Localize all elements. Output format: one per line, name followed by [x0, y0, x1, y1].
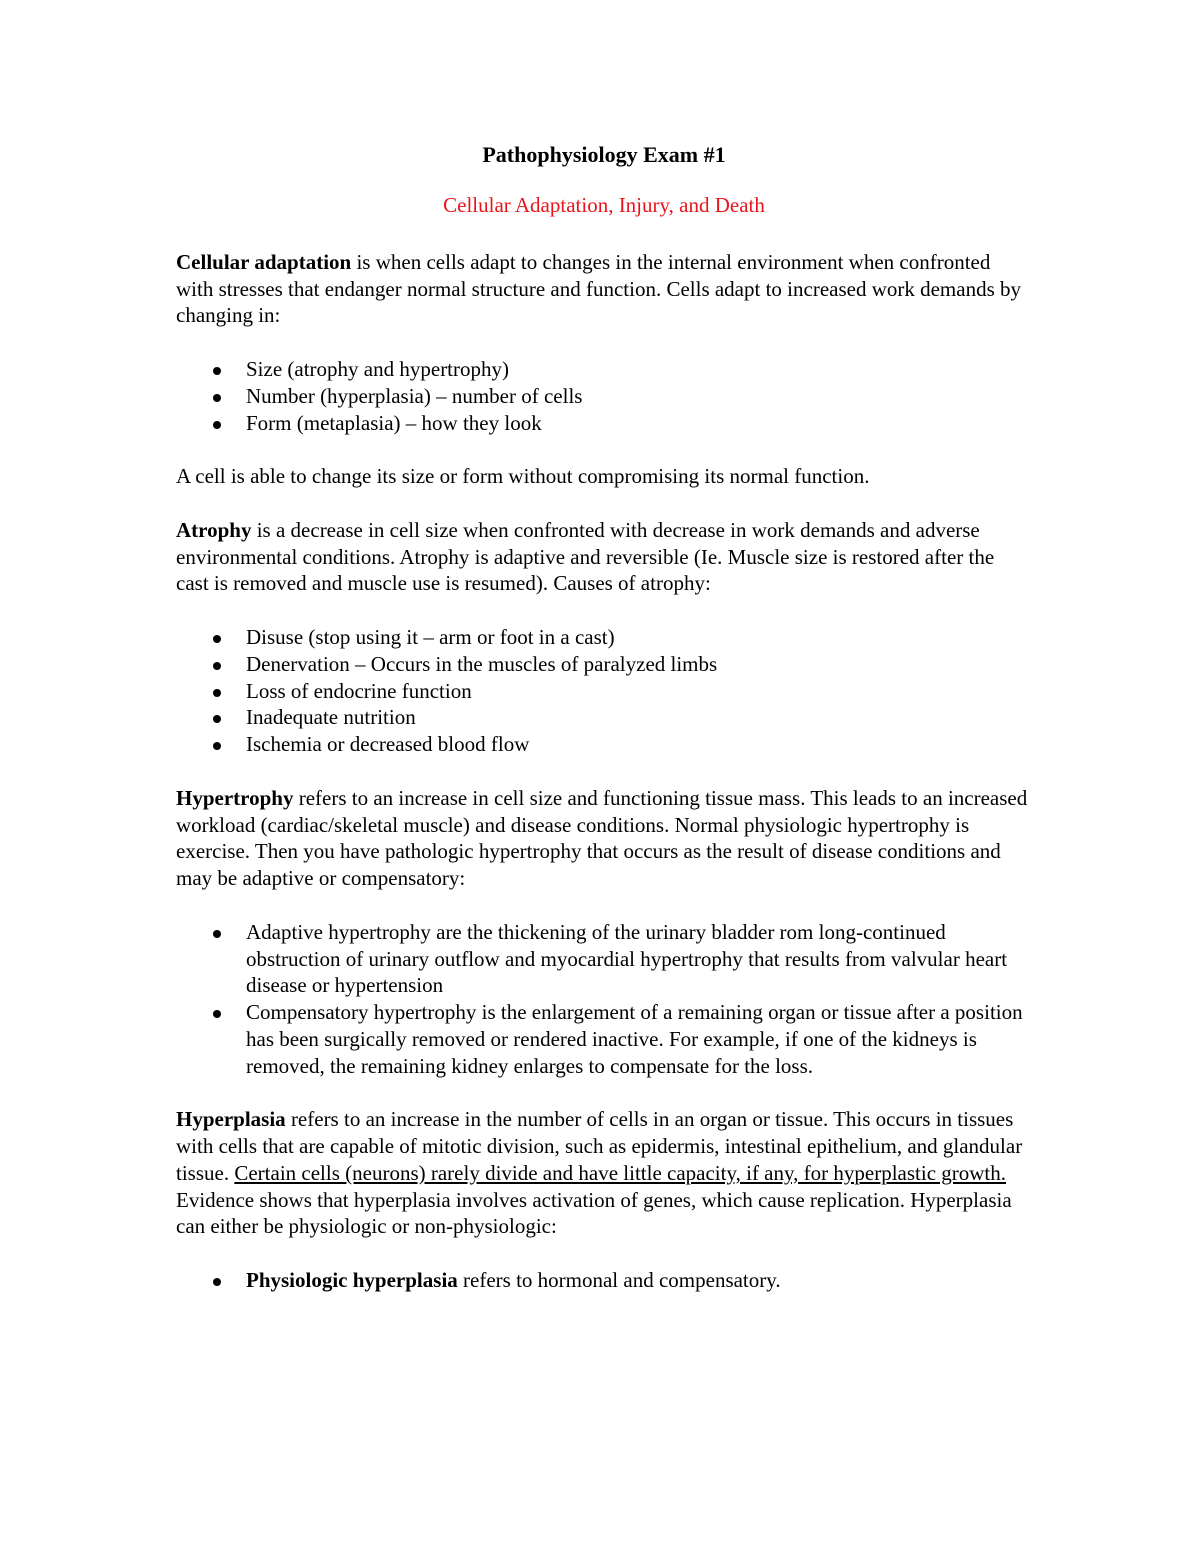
list-item-text: Adaptive hypertrophy are the thickening of the urinary bladder rom long-continued obstruction of urinary outflow and myocardial hypertrophy that results from valvular heart disease or hypertension — [246, 919, 1008, 998]
list-item-text: Number (hyperplasia) – number of cells — [246, 383, 583, 408]
list-item-text: Loss of endocrine function — [246, 678, 472, 703]
term-hyperplasia: Hyperplasia — [176, 1107, 286, 1132]
list-item — [176, 651, 1032, 678]
bullet-icon — [213, 715, 221, 723]
paragraph-text: refers to an increase in cell size and functioning tissue mass. This leads to an increased workload (cardiac/skeletal muscle) and disease conditions. Normal physiologic hypertrophy is exercise. Then you have pathologic hypertrophy that occurs as the result of disease conditions and may be adaptive or compensatory: — [176, 785, 1028, 891]
paragraph-hypertrophy — [176, 785, 1032, 892]
bullet-icon — [213, 1010, 221, 1018]
list-item — [176, 999, 1032, 1079]
list-item — [176, 410, 1032, 437]
term-hypertrophy: Hypertrophy — [176, 785, 294, 810]
paragraph-atrophy — [176, 517, 1032, 597]
paragraph-text: is when cells adapt to changes in the internal environment when confronted with stresses that endanger normal structure and function. Cells adapt to increased work demands by changing in: — [176, 249, 1022, 328]
list-item-text: Ischemia or decreased blood flow — [246, 732, 530, 757]
list-hypertrophy-types — [176, 919, 1032, 1080]
bullet-icon — [213, 689, 221, 697]
page-title: Pathophysiology Exam #1 — [482, 142, 726, 167]
list-hyperplasia-types — [176, 1267, 1032, 1294]
list-item-text: Denervation – Occurs in the muscles of paralyzed limbs — [246, 651, 718, 676]
bullet-icon — [213, 1278, 221, 1286]
bullet-icon — [213, 421, 221, 429]
list-item — [176, 1267, 1032, 1294]
paragraph-hyperplasia — [176, 1106, 1032, 1240]
list-item-text: Size (atrophy and hypertrophy) — [246, 356, 510, 381]
term-physiologic-hyperplasia: Physiologic hyperplasia — [246, 1268, 458, 1293]
list-item-text: Disuse (stop using it – arm or foot in a cast) — [246, 624, 615, 649]
document-page — [176, 140, 1032, 1294]
bullet-icon — [213, 635, 221, 643]
list-item — [176, 678, 1032, 705]
bullet-icon — [213, 742, 221, 750]
list-item-text: Compensatory hypertrophy is the enlargement of a remaining organ or tissue after a position has been surgically removed or rendered inactive. For example, if one of the kidneys is removed, the remaining kidney enlarges to compensate for the loss. — [246, 1000, 1023, 1078]
bullet-icon — [213, 367, 221, 375]
list-item-text: Inadequate nutrition — [246, 705, 416, 730]
bullet-icon — [213, 662, 221, 670]
list-item — [176, 731, 1032, 758]
list-item — [176, 919, 1032, 999]
list-item — [176, 383, 1032, 410]
section-subtitle: Cellular Adaptation, Injury, and Death — [443, 193, 765, 217]
list-item — [176, 624, 1032, 651]
bullet-icon — [213, 394, 221, 402]
underlined-note: Certain cells (neurons) rarely divide and have little capacity, if any, for hyperplastic growth. — [234, 1160, 1007, 1185]
list-item-text: refers to hormonal and compensatory. — [457, 1268, 781, 1293]
bullet-icon — [213, 930, 221, 938]
list-item-text: Form (metaplasia) – how they look — [246, 410, 542, 435]
term-atrophy: Atrophy — [176, 517, 252, 542]
list-item — [176, 356, 1032, 383]
term-cellular-adaptation: Cellular adaptation — [176, 249, 352, 274]
list-item — [176, 704, 1032, 731]
list-adaptation-changes — [176, 356, 1032, 436]
paragraph-cellular-adaptation — [176, 249, 1032, 329]
paragraph-cell-change: A cell is able to change its size or form without compromising its normal function. — [176, 464, 870, 489]
paragraph-text: is a decrease in cell size when confronted with decrease in work demands and adverse environmental conditions. Atrophy is adaptive and reversible (Ie. Muscle size is restored after the cast is removed and muscle use is resumed). Causes of atrophy: — [176, 517, 995, 596]
list-atrophy-causes — [176, 624, 1032, 758]
paragraph-text-continued: Evidence shows that hyperplasia involves activation of genes, which cause replication. Hyperplasia can either be physiologic or non-physiologic: — [176, 1187, 1012, 1239]
paragraph-text: refers to an increase in the number of cells in an organ or tissue. This occurs in tissues with cells that are capable of mitotic division, such as epidermis, intestinal epithelium, and glandular tissue. — [176, 1107, 1023, 1185]
